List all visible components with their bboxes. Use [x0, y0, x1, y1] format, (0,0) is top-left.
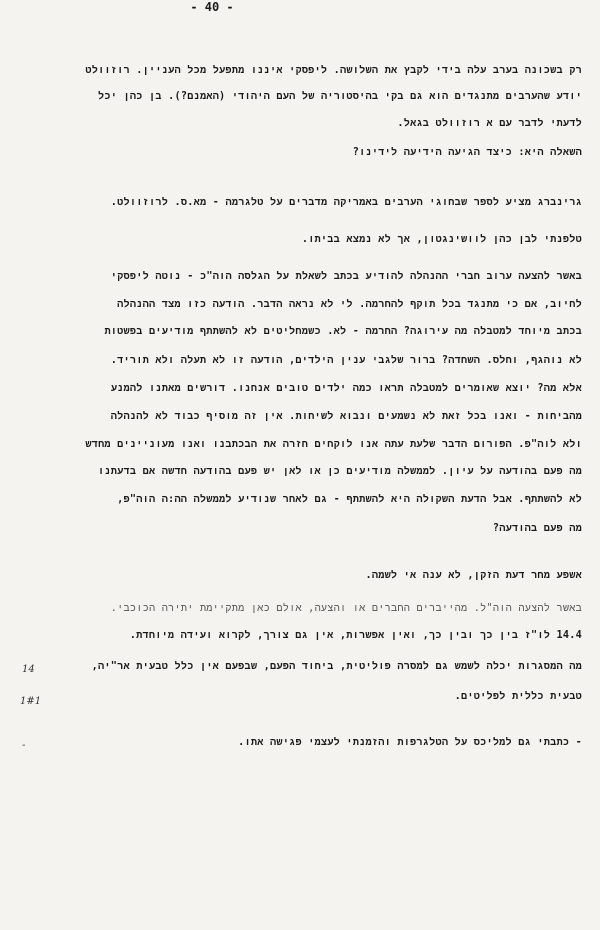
handwritten-mark: 1#1 — [20, 696, 42, 707]
text-line: 14.4 לו"ז בין כך ובין כך, ואין אפשרות, אין גם צורך, לקרוא ועידה מיוחדת. — [129, 630, 582, 641]
text-line: לדעתי לדבר עם א רוזוולט בגאל. — [397, 118, 582, 129]
text-line: - כתבתי גם למליכס על הטלגרפות והזמנתי לעצמי פגישה אתו. — [238, 737, 582, 748]
text-line: מה פעם בהודעה? — [492, 523, 582, 534]
text-line: השאלה היא: כיצד הגיעה הידיעה לידינו? — [352, 147, 582, 158]
text-line: לחיוב, אם כי מתנגד בכל תוקף להחרמה. לי לא נראה הדבר. הודעה כזו מצד ההנהלה — [117, 299, 582, 310]
text-line: באשר להצעה ערוב חברי ההנהלה להודיע בכתב לשאלת על הגלסה הוה"כ - נוטה ליפסקי — [110, 271, 582, 282]
text-line: בכתב מיוחד למטבלה מה עירוגה? החרמה - לא. כשמחליטים לא להשתתף מודיעים בפשטות — [104, 326, 582, 337]
text-line: אשפע מחר דעת הזקן, לא ענה אי לשמה. — [365, 570, 582, 581]
text-line: ולא לוה"פ. הפורום הדבר שלעת עתה אנו לוקחים חזרה את הבכתבנו ואנו מעוניינים מחדש — [85, 439, 582, 450]
text-line: טבעית כללית לפליטים. — [454, 691, 582, 702]
text-line: מה המסגרות יכלה לשמש גם למסרה פוליטית, ביחוד הפעם, שבפעם אין כלל טבעית אר"יה, — [91, 661, 582, 672]
text-line: מהביחות - ואנו בכל זאת לא נשמעים ונבוא לשיחות. אין זה מוסיף כבוד לא להנהלה — [110, 411, 582, 422]
text-line: טלפנתי לבן כהן לוושינגטון, אך לא נמצא בביתו. — [301, 234, 582, 245]
text-line: לא להשתתף. אבל הדעת השקולה היא להשתתף - גם לאחר שנודיע לממשלה הה:ה הוה"פ, — [117, 494, 582, 505]
text-line: לא נוהגף, וחלס. השחדה? ברור שלגבי ענין הילדים, הודעה זו לא תעלה ולא תוריד. — [110, 355, 582, 366]
handwritten-mark: 14 — [22, 664, 35, 675]
text-line: מה פעם בהודעה על עיון. לממשלה מודיעים כן או לאן יש פעם בהודעה חדשה אם בדעתנו — [98, 466, 582, 477]
text-line: יודע שהערבים מתנגדים הוא גם בקי בהיסטוריה של העם היהודי (האמנם?). בן כהן יכל — [98, 91, 582, 102]
handwritten-mark: - — [22, 740, 26, 751]
text-line: אלא מה? יוצא שאומרים למטבלה תראו כמה ילדים טובים אנחנו. דורשים מאתנו להמנע — [110, 383, 582, 394]
text-line: רק בשכונה בערב עלה בידי לקבץ את השלושה. ליפסקי איננו מתפעל מכל העניין. רוזוולט — [85, 65, 582, 76]
page-number: - 40 - — [190, 0, 234, 14]
text-line: גרינברג מציע לספר שבחוגי הערבים באמריקה מדברים על טלגרמה - מא.ס. לרוזוולט. — [110, 197, 582, 208]
text-line: באשר להצעה הוה"ל. מהייברים החברים או והצעה, אולם כאן מתקיימת יתירה הכוכבי. — [110, 603, 582, 614]
